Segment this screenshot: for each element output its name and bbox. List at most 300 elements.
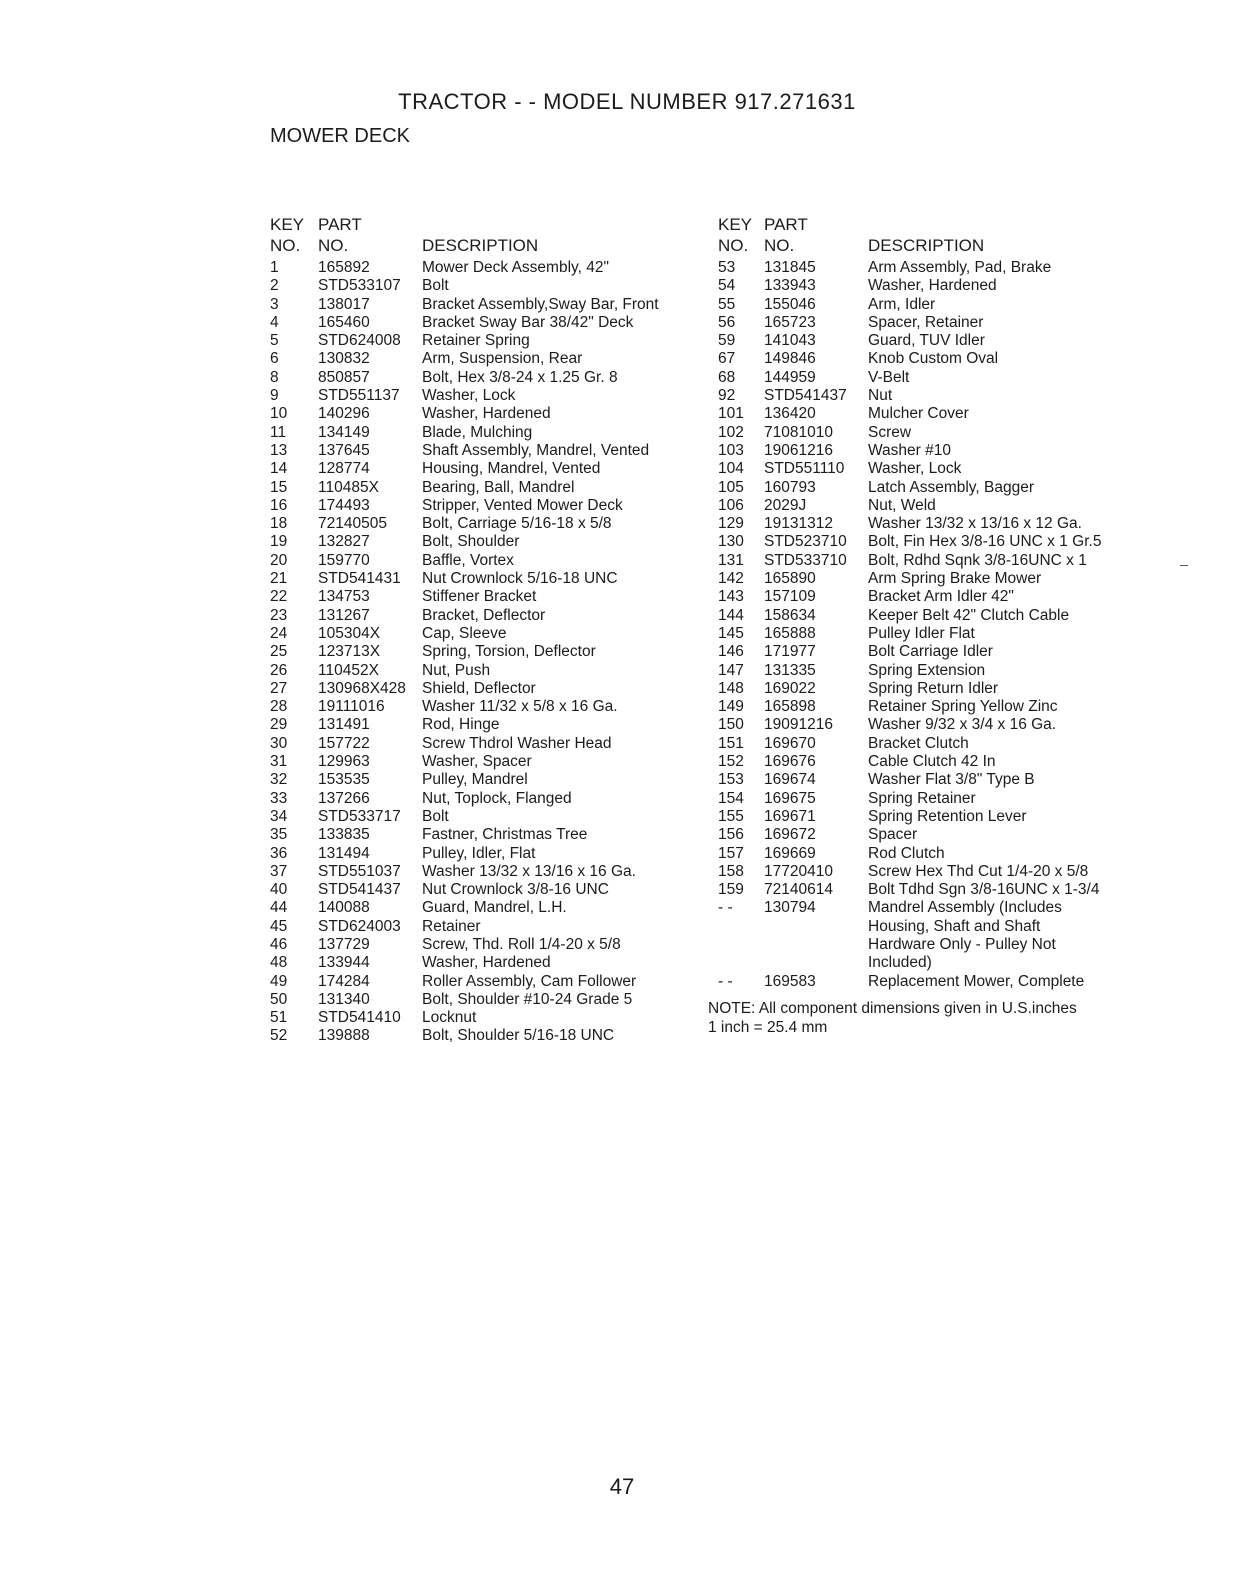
part-description: Replacement Mower, Complete — [868, 972, 1085, 990]
part-description: Washer, Lock — [868, 460, 962, 478]
table-row — [270, 296, 710, 314]
part-description: Cap, Sleeve — [422, 624, 507, 642]
part-description: Washer 13/32 x 13/16 x 12 Ga. — [868, 515, 1082, 533]
table-row — [718, 607, 1188, 625]
part-description: Washer, Hardened — [868, 277, 997, 295]
part-description: Arm, Suspension, Rear — [422, 350, 583, 368]
part-description: Nut — [868, 387, 893, 405]
table-row — [270, 881, 710, 899]
key-number: 159 — [718, 881, 744, 899]
part-description: Bolt — [422, 277, 449, 295]
description-header: DESCRIPTION — [868, 236, 985, 255]
key-number: 152 — [718, 753, 744, 771]
part-number: STD533717 — [318, 807, 401, 825]
part-description: Nut, Toplock, Flanged — [422, 789, 572, 807]
part-description: Bolt Carriage Idler — [868, 643, 993, 661]
part-description: Spring Retention Lever — [868, 807, 1027, 825]
table-row — [270, 954, 710, 972]
key-number: 151 — [718, 734, 744, 752]
key-number: 32 — [270, 771, 288, 789]
key-number: 46 — [270, 935, 288, 953]
key-number: 129 — [718, 515, 744, 533]
part-number: STD533107 — [318, 277, 401, 295]
table-row — [270, 899, 710, 917]
part-number: 153535 — [318, 771, 370, 789]
part-number: 169674 — [764, 771, 816, 789]
table-row — [718, 881, 1188, 899]
part-description: Arm Assembly, Pad, Brake — [868, 259, 1052, 276]
note-line-2: 1 inch = 25.4 mm — [708, 1018, 828, 1036]
part-number: 133835 — [318, 826, 370, 844]
part-description: Mandrel Assembly (Includes — [868, 899, 1062, 917]
table-row — [718, 533, 1188, 551]
key-number: 106 — [718, 496, 744, 514]
part-description: Bracket Assembly,Sway Bar, Front — [422, 295, 659, 313]
table-row — [270, 753, 710, 771]
part-number: 132827 — [318, 533, 370, 551]
key-number: 59 — [718, 332, 736, 350]
part-description: Washer, Hardened — [422, 405, 551, 423]
part-number: 157109 — [764, 588, 816, 606]
part-number: 165898 — [764, 698, 816, 716]
key-number: 54 — [718, 277, 736, 295]
table-row — [270, 607, 710, 625]
key-number: 28 — [270, 698, 288, 716]
key-number: 143 — [718, 588, 744, 606]
part-description: Shaft Assembly, Mandrel, Vented — [422, 441, 650, 459]
part-description: Spring Return Idler — [868, 679, 999, 697]
table-row — [718, 387, 1188, 405]
key-number: 92 — [718, 387, 736, 405]
part-number: 131491 — [318, 716, 370, 734]
page-title: TRACTOR - - MODEL NUMBER 917.271631 — [398, 89, 856, 114]
part-number: 169670 — [764, 734, 816, 752]
table-row — [718, 899, 1188, 917]
part-description: Screw — [868, 423, 912, 441]
table-row — [270, 552, 710, 570]
key-number: 49 — [270, 972, 288, 990]
table-row — [270, 625, 710, 643]
key-number: 13 — [270, 441, 288, 459]
part-number: STD551137 — [318, 387, 400, 405]
key-number: 102 — [718, 423, 744, 441]
table-row — [270, 973, 710, 991]
part-description: Guard, Mandrel, L.H. — [422, 899, 567, 917]
part-description: Roller Assembly, Cam Follower — [422, 972, 637, 990]
part-number: STD533710 — [764, 551, 847, 569]
part-description: Bolt, Rdhd Sqnk 3/8-16UNC x 1 — [868, 551, 1087, 569]
key-number: 19 — [270, 533, 288, 551]
part-number: 131335 — [764, 661, 816, 679]
part-description: Spacer — [868, 826, 918, 844]
table-row — [270, 662, 710, 680]
part-number: 128774 — [318, 460, 370, 478]
key-number: 156 — [718, 826, 744, 844]
table-row — [718, 771, 1188, 789]
part-description: Bearing, Ball, Mandrel — [422, 478, 575, 496]
part-header: PART — [764, 215, 808, 234]
part-number: STD551037 — [318, 862, 401, 880]
parts-list-right — [718, 259, 1188, 991]
part-number: 137645 — [318, 441, 370, 459]
part-number: 169676 — [764, 753, 816, 771]
part-description: Latch Assembly, Bagger — [868, 478, 1034, 496]
table-row — [718, 442, 1188, 460]
part-number: 165890 — [764, 570, 816, 588]
key-number: 148 — [718, 679, 744, 697]
table-row — [718, 588, 1188, 606]
key-number: 147 — [718, 661, 744, 679]
part-number: 141043 — [764, 332, 816, 350]
key-number: 56 — [718, 313, 736, 331]
part-description: Stripper, Vented Mower Deck — [422, 496, 623, 514]
table-row — [718, 497, 1188, 515]
key-number: 144 — [718, 606, 744, 624]
part-number: 144959 — [764, 368, 816, 386]
part-number: 850857 — [318, 368, 370, 386]
table-row — [270, 515, 710, 533]
table-row — [270, 533, 710, 551]
edge-mark — [1180, 565, 1188, 566]
table-row — [718, 405, 1188, 423]
part-number: 169022 — [764, 679, 816, 697]
part-description: Bolt, Shoulder #10-24 Grade 5 — [422, 990, 633, 1008]
key-header: KEY — [718, 215, 753, 234]
key-number: 29 — [270, 716, 288, 734]
part-number: 169675 — [764, 789, 816, 807]
table-row — [270, 808, 710, 826]
key-number: 2 — [270, 277, 279, 295]
part-number: 165723 — [764, 313, 816, 331]
part-description: Mower Deck Assembly, 42" — [422, 259, 609, 276]
part-description: Washer 13/32 x 13/16 x 16 Ga. — [422, 862, 636, 880]
table-row — [718, 643, 1188, 661]
part-number: 169583 — [764, 972, 816, 990]
table-row — [270, 936, 710, 954]
section-title: MOWER DECK — [270, 125, 410, 147]
part-number: 133943 — [764, 277, 816, 295]
table-row — [270, 314, 710, 332]
table-row — [718, 716, 1188, 734]
part-number: 19131312 — [764, 515, 833, 533]
key-header-no: NO. — [270, 236, 301, 255]
part-description: Washer, Lock — [422, 387, 516, 405]
table-row — [718, 845, 1188, 863]
table-row — [718, 277, 1188, 295]
table-row — [270, 716, 710, 734]
key-number: 22 — [270, 588, 288, 606]
key-number: 158 — [718, 862, 744, 880]
table-row — [270, 735, 710, 753]
key-number: 37 — [270, 862, 288, 880]
key-number: 51 — [270, 1009, 288, 1027]
part-number: 72140614 — [764, 881, 833, 899]
key-number: 1 — [270, 259, 279, 276]
part-number: 19061216 — [764, 441, 833, 459]
key-number: 25 — [270, 643, 288, 661]
table-row — [270, 424, 710, 442]
part-description: Bolt — [422, 807, 449, 825]
key-number: 24 — [270, 624, 288, 642]
table-row — [270, 1027, 710, 1045]
table-row — [718, 808, 1188, 826]
part-number: 155046 — [764, 295, 816, 313]
table-row — [270, 643, 710, 661]
key-number: 149 — [718, 698, 744, 716]
key-number: 157 — [718, 844, 744, 862]
table-row — [718, 753, 1188, 771]
key-number: 101 — [718, 405, 744, 423]
part-number: 138017 — [318, 295, 370, 313]
part-number: 123713X — [318, 643, 381, 661]
part-number: 110452X — [318, 661, 379, 679]
part-number: 2029J — [764, 496, 807, 514]
table-row — [270, 332, 710, 350]
part-description: Bolt, Shoulder 5/16-18 UNC — [422, 1027, 615, 1045]
part-description: Spring, Torsion, Deflector — [422, 643, 596, 661]
part-number: STD551110 — [764, 460, 845, 478]
table-row — [270, 259, 710, 277]
description-header: DESCRIPTION — [422, 236, 539, 255]
part-number: 134149 — [318, 423, 370, 441]
note-line-1: NOTE: All component dimensions given in U.S.inches — [708, 999, 1077, 1017]
part-number: 171977 — [764, 643, 816, 661]
part-description: Spring Extension — [868, 661, 986, 679]
part-description: Screw Hex Thd Cut 1/4-20 x 5/8 — [868, 862, 1089, 880]
key-number: 23 — [270, 606, 288, 624]
table-row — [718, 552, 1188, 570]
part-description: Screw Thdrol Washer Head — [422, 734, 612, 752]
part-number: STD541410 — [318, 1009, 401, 1027]
part-number: 165888 — [764, 624, 816, 642]
key-number: 40 — [270, 881, 288, 899]
part-description: Pulley Idler Flat — [868, 624, 975, 642]
part-description: Washer 11/32 x 5/8 x 16 Ga. — [422, 698, 618, 716]
part-description: Bracket Clutch — [868, 734, 969, 752]
part-description: Arm Spring Brake Mower — [868, 570, 1042, 588]
part-number: STD541431 — [318, 570, 401, 588]
key-number: 130 — [718, 533, 744, 551]
key-number: 31 — [270, 753, 288, 771]
part-description: Guard, TUV Idler — [868, 332, 985, 350]
table-row — [718, 479, 1188, 497]
part-description: Hardware Only - Pulley Not — [868, 935, 1056, 953]
part-description: Rod, Hinge — [422, 716, 500, 734]
part-description: Knob Custom Oval — [868, 350, 999, 368]
table-row — [718, 460, 1188, 478]
part-description: Bolt, Carriage 5/16-18 x 5/8 — [422, 515, 612, 533]
key-number: 26 — [270, 661, 288, 679]
table-row — [718, 369, 1188, 387]
part-description: Included) — [868, 954, 932, 972]
table-row — [270, 460, 710, 478]
table-row — [270, 387, 710, 405]
part-description: Cable Clutch 42 In — [868, 753, 996, 771]
part-description: Housing, Shaft and Shaft — [868, 917, 1041, 935]
part-description: Rod Clutch — [868, 844, 945, 862]
key-number: 44 — [270, 899, 288, 917]
part-description: Bolt, Shoulder — [422, 533, 520, 551]
part-description: Blade, Mulching — [422, 423, 533, 441]
table-row — [270, 918, 710, 936]
parts-column-left — [270, 213, 710, 1046]
key-number: 53 — [718, 259, 736, 276]
part-number: 130794 — [764, 899, 816, 917]
part-description: Housing, Mandrel, Vented — [422, 460, 601, 478]
part-description: Screw, Thd. Roll 1/4-20 x 5/8 — [422, 935, 621, 953]
table-row — [270, 991, 710, 1009]
key-number: 16 — [270, 496, 288, 514]
part-number: 71081010 — [764, 423, 833, 441]
table-row — [270, 479, 710, 497]
key-number: 145 — [718, 624, 744, 642]
table-row — [270, 369, 710, 387]
part-description: Fastner, Christmas Tree — [422, 826, 588, 844]
part-number: 157722 — [318, 734, 370, 752]
table-row — [718, 350, 1188, 368]
part-number: 165892 — [318, 259, 370, 276]
part-description: Baffle, Vortex — [422, 551, 514, 569]
parts-list-left — [270, 259, 710, 1046]
column-header — [270, 213, 710, 259]
part-description: Washer 9/32 x 3/4 x 16 Ga. — [868, 716, 1057, 734]
part-number: 169669 — [764, 844, 816, 862]
table-row — [270, 771, 710, 789]
part-description: Bolt, Fin Hex 3/8-16 UNC x 1 Gr.5 — [868, 533, 1102, 551]
part-number: 165460 — [318, 313, 370, 331]
table-row — [718, 662, 1188, 680]
part-number: STD624008 — [318, 332, 401, 350]
key-number: 20 — [270, 551, 288, 569]
key-number: 154 — [718, 789, 744, 807]
part-description: Spacer, Retainer — [868, 313, 984, 331]
part-number: 140088 — [318, 899, 370, 917]
part-number: 19091216 — [764, 716, 833, 734]
key-number: 36 — [270, 844, 288, 862]
part-number: 169672 — [764, 826, 816, 844]
key-number: 104 — [718, 460, 744, 478]
part-number: 131267 — [318, 606, 370, 624]
part-header: PART — [318, 215, 362, 234]
part-description: Nut, Weld — [868, 496, 936, 514]
table-row — [718, 826, 1188, 844]
part-number: 137729 — [318, 935, 370, 953]
table-row — [718, 954, 1188, 972]
part-description: Bracket Sway Bar 38/42" Deck — [422, 313, 634, 331]
key-number: 3 — [270, 295, 279, 313]
key-number: 14 — [270, 460, 288, 478]
part-number: 131340 — [318, 990, 370, 1008]
table-row — [718, 625, 1188, 643]
part-description: Nut, Push — [422, 661, 491, 679]
table-row — [270, 680, 710, 698]
part-description: Spring Retainer — [868, 789, 976, 807]
key-number: 153 — [718, 771, 744, 789]
part-number: 174284 — [318, 972, 370, 990]
key-number: - - — [718, 972, 733, 990]
key-number: 10 — [270, 405, 288, 423]
table-row — [270, 1009, 710, 1027]
table-row — [270, 790, 710, 808]
part-description: Washer Flat 3/8" Type B — [868, 771, 1035, 789]
key-number: 155 — [718, 807, 744, 825]
page-number: 47 — [609, 1474, 635, 1499]
table-row — [718, 424, 1188, 442]
key-number: - - — [718, 899, 733, 917]
part-description: Shield, Deflector — [422, 679, 536, 697]
part-number: 134753 — [318, 588, 370, 606]
key-number: 105 — [718, 478, 744, 496]
table-row — [718, 973, 1188, 991]
table-row — [718, 332, 1188, 350]
table-row — [718, 790, 1188, 808]
key-number: 142 — [718, 570, 744, 588]
part-number: 139888 — [318, 1027, 370, 1045]
table-row — [270, 570, 710, 588]
part-number: 169671 — [764, 807, 816, 825]
table-row — [270, 350, 710, 368]
part-number: 110485X — [318, 478, 379, 496]
key-number: 131 — [718, 551, 744, 569]
part-description: Retainer Spring Yellow Zinc — [868, 698, 1058, 716]
part-number: STD541437 — [764, 387, 847, 405]
key-number: 34 — [270, 807, 288, 825]
part-number: 149846 — [764, 350, 816, 368]
part-number: 158634 — [764, 606, 816, 624]
table-row — [718, 863, 1188, 881]
part-number: 17720410 — [764, 862, 833, 880]
part-number: 19111016 — [318, 698, 385, 716]
part-description: Washer #10 — [868, 441, 951, 459]
table-row — [718, 259, 1188, 277]
column-header — [718, 213, 1188, 259]
key-number: 67 — [718, 350, 736, 368]
part-description: Retainer Spring — [422, 332, 530, 350]
key-number: 150 — [718, 716, 744, 734]
table-row — [718, 735, 1188, 753]
part-description: Pulley, Idler, Flat — [422, 844, 536, 862]
table-row — [718, 314, 1188, 332]
part-description: Nut Crownlock 3/8-16 UNC — [422, 881, 609, 899]
part-header-no: NO. — [318, 236, 349, 255]
key-header: KEY — [270, 215, 305, 234]
part-description: Pulley, Mandrel — [422, 771, 528, 789]
part-number: 159770 — [318, 551, 370, 569]
key-number: 8 — [270, 368, 279, 386]
parts-column-right — [708, 213, 1188, 1037]
key-number: 21 — [270, 570, 288, 588]
part-number: 136420 — [764, 405, 816, 423]
part-number: 137266 — [318, 789, 370, 807]
part-description: Stiffener Bracket — [422, 588, 537, 606]
key-number: 48 — [270, 954, 288, 972]
part-number: 174493 — [318, 496, 370, 514]
part-number: 105304X — [318, 624, 381, 642]
part-number: 131494 — [318, 844, 370, 862]
part-description: Keeper Belt 42" Clutch Cable — [868, 606, 1070, 624]
key-number: 30 — [270, 734, 288, 752]
part-number: STD523710 — [764, 533, 847, 551]
part-description: Bolt Tdhd Sgn 3/8-16UNC x 1-3/4 — [868, 881, 1100, 899]
key-number: 146 — [718, 643, 744, 661]
table-row — [718, 936, 1188, 954]
key-number: 45 — [270, 917, 288, 935]
part-description: Bracket, Deflector — [422, 606, 546, 624]
table-row — [718, 698, 1188, 716]
table-row — [718, 296, 1188, 314]
key-number: 9 — [270, 387, 279, 405]
key-number: 55 — [718, 295, 736, 313]
